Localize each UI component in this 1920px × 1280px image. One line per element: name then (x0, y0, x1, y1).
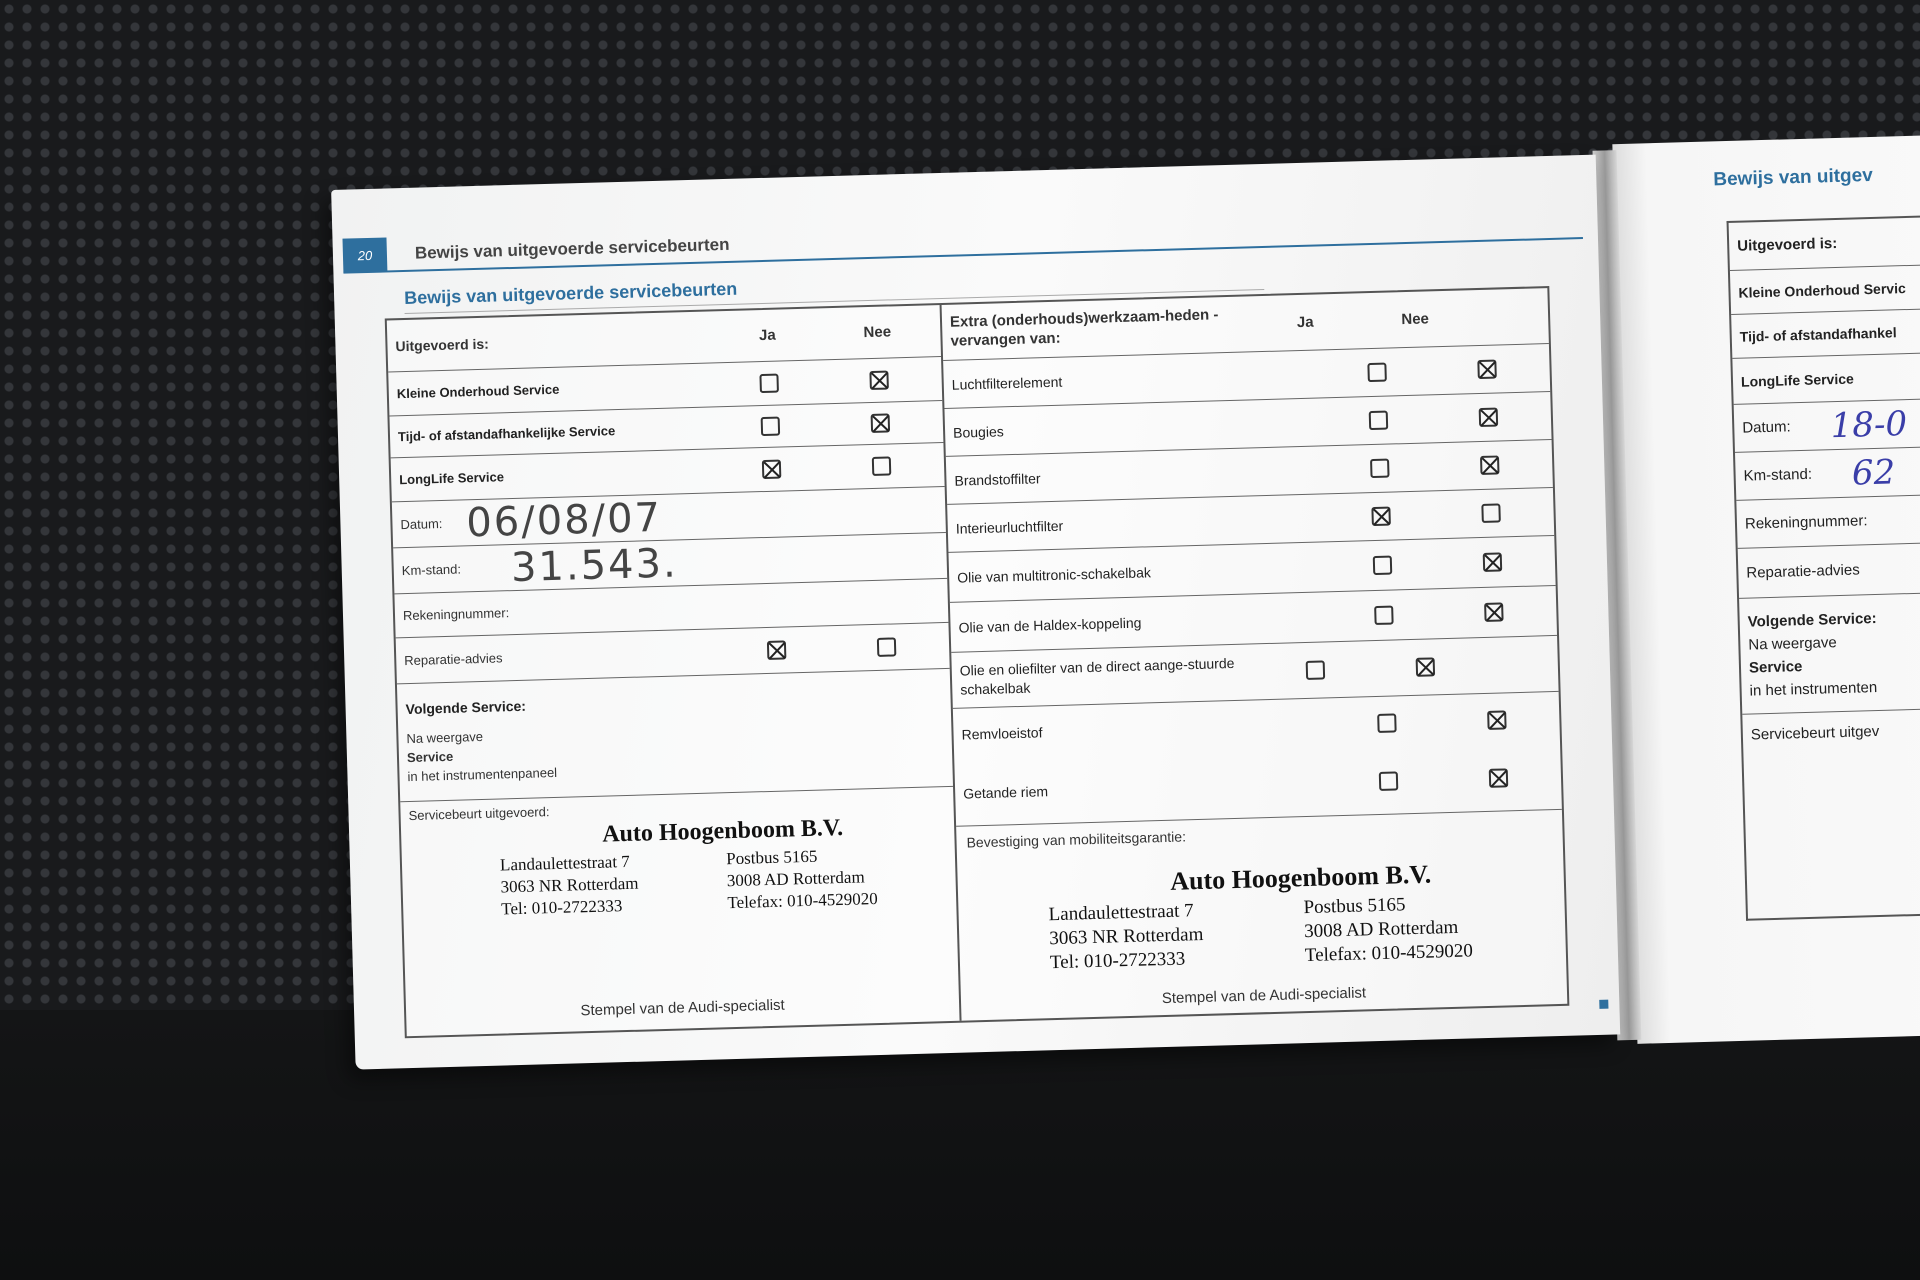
extra-item-label: Luchtfilterelement (951, 373, 1063, 393)
page-end-marker (1599, 1000, 1608, 1009)
dealer-stamp-2 (1047, 856, 1556, 974)
item-label: LongLife Service (399, 469, 505, 488)
ja-checkbox-checked[interactable] (761, 460, 781, 480)
running-header (343, 205, 1583, 274)
datum-handwritten: 06/08/07 (465, 494, 663, 546)
na-weergave: Na weergave (406, 728, 484, 747)
running-title: Bewijs van uitgevoerde servicebeurten (414, 234, 730, 263)
stempel-caption: Stempel van de Audi-specialist (580, 996, 785, 1020)
instrumentenpaneel: in het instrumentenpaneel (407, 764, 558, 785)
ja-checkbox[interactable] (1374, 606, 1394, 626)
ja-checkbox-checked[interactable] (1371, 507, 1391, 527)
service-form (385, 286, 1570, 1038)
right-page-form (1727, 212, 1920, 921)
rp-volgende-block (1739, 590, 1920, 715)
extra-item-label: Olie van multitronic-schakelbak (956, 563, 1152, 586)
mobiliteitsgarantie-label: Bevestiging van mobiliteitsgarantie: (966, 828, 1187, 851)
volgende-label: Volgende Service: (405, 697, 527, 718)
rp-instrumenten: in het instrumenten (1749, 678, 1878, 700)
rp-uitgevoerd: Uitgevoerd is: (1729, 214, 1920, 271)
uitgevoerd-label: Uitgevoerd is: (395, 335, 490, 354)
stamp-tel: Tel: 010-2722333 (1049, 948, 1186, 974)
nee-header: Nee (1401, 310, 1430, 329)
right-stamp-area (956, 810, 1567, 1021)
rekening-label: Rekeningnummer: (402, 605, 510, 624)
rp-km-row (1735, 444, 1920, 501)
extra-item-label: Olie van de Haldex-koppeling (958, 614, 1142, 636)
rp-datum-label: Datum: (1742, 418, 1791, 437)
right-page (1612, 132, 1920, 1043)
ja-header: Ja (758, 326, 776, 345)
ja-header: Ja (1296, 313, 1314, 332)
stamp-address (500, 843, 949, 919)
extra-item-label: Remvloeistof (961, 724, 1043, 743)
ja-checkbox[interactable] (1372, 556, 1392, 576)
stamp-street: Landaulettestraat 7 (1048, 900, 1194, 926)
form-left-column (387, 305, 962, 1036)
volgende-service-block (397, 669, 953, 802)
extra-item-label: Bougies (952, 422, 1004, 441)
nee-checkbox-checked[interactable] (1488, 768, 1508, 788)
stamp-postbus: Postbus 5165 (1303, 894, 1406, 919)
nee-checkbox-checked[interactable] (1477, 360, 1497, 380)
nee-checkbox-checked[interactable] (869, 371, 889, 391)
stamp-postbus: Postbus 5165 (725, 846, 818, 869)
rp-datum-row (1734, 396, 1920, 453)
item-label: Tijd- of afstandafhankelijke Service (397, 423, 616, 445)
nee-checkbox-checked[interactable] (1415, 657, 1435, 677)
right-page-title: Bewijs van uitgev (1713, 164, 1874, 191)
stamp-street: Landaulettestraat 7 (499, 851, 631, 875)
rp-km-label: Km-stand: (1743, 465, 1813, 485)
ja-checkbox[interactable] (1305, 660, 1325, 680)
nee-checkbox-checked[interactable] (1484, 602, 1504, 622)
nee-checkbox-checked[interactable] (1482, 552, 1502, 572)
rp-datum-value: 18-0 (1830, 403, 1908, 446)
reparatie-ja-checkbox-checked[interactable] (766, 640, 786, 660)
stamp-address (1048, 890, 1556, 974)
extra-item-label: Getande riem (962, 782, 1049, 802)
left-page (331, 155, 1620, 1070)
ja-checkbox[interactable] (759, 374, 779, 394)
extra-item-label: Olie en oliefilter van de direct aange-stuurde schakelbak (959, 655, 1235, 698)
extra-werkzaamheden-label: Extra (onderhouds)werkzaam-heden - vervangen van: (949, 306, 1219, 350)
rp-rekening: Rekeningnummer: (1736, 492, 1920, 549)
stamp-city: 3063 NR Rotterdam (1049, 923, 1204, 950)
nee-checkbox-checked[interactable] (870, 413, 890, 433)
km-handwritten: 31.543. (510, 539, 679, 591)
datum-label: Datum: (400, 516, 443, 533)
left-stamp-area (400, 787, 959, 1036)
stamp-fax: Telefax: 010-4529020 (727, 889, 879, 913)
rp-servicebeurt: Servicebeurt uitgev (1750, 722, 1880, 744)
section-title: Bewijs van uitgevoerde servicebeurten (404, 264, 1264, 314)
nee-checkbox-checked[interactable] (1487, 710, 1507, 730)
ja-checkbox[interactable] (1377, 713, 1397, 733)
nee-checkbox-checked[interactable] (1479, 455, 1499, 475)
stamp-fax: Telefax: 010-4529020 (1304, 940, 1474, 967)
stamp-postbus-city: 3008 AD Rotterdam (1303, 916, 1459, 943)
rp-reparatie: Reparatie-advies (1738, 540, 1920, 599)
nee-checkbox[interactable] (871, 456, 891, 476)
page-number: 20 (342, 237, 387, 272)
stamp-company: Auto Hoogenboom B.V. (1169, 859, 1432, 896)
ja-checkbox[interactable] (760, 417, 780, 437)
rp-kleine: Kleine Onderhoud Servic (1730, 262, 1920, 315)
rp-longlife: LongLife Service (1732, 350, 1920, 405)
item-label: Kleine Onderhoud Service (396, 381, 560, 402)
service-booklet (330, 105, 1920, 1129)
service-label: Service (406, 748, 454, 766)
reparatie-nee-checkbox[interactable] (876, 637, 896, 657)
reparatie-label: Reparatie-advies (404, 650, 503, 669)
nee-checkbox-checked[interactable] (1478, 408, 1498, 428)
form-right-column (942, 288, 1568, 1021)
rp-tijd: Tijd- of afstandafhankel (1731, 306, 1920, 359)
stamp-tel: Tel: 010-2722333 (500, 896, 623, 919)
dealer-stamp (499, 812, 948, 919)
ja-checkbox[interactable] (1368, 411, 1388, 431)
stempel-caption: Stempel van de Audi-specialist (1161, 984, 1367, 1008)
ja-checkbox[interactable] (1370, 459, 1390, 479)
extra-item-label: Interieurluchtfilter (955, 517, 1064, 537)
ja-checkbox[interactable] (1378, 771, 1398, 791)
rp-service: Service (1748, 657, 1803, 677)
rp-km-value: 62 (1851, 451, 1896, 494)
nee-header: Nee (863, 323, 892, 342)
km-label: Km-stand: (401, 561, 462, 579)
stamp-city: 3063 NR Rotterdam (500, 873, 639, 897)
servicebeurt-uitgevoerd-label: Servicebeurt uitgevoerd: (408, 804, 550, 824)
stamp-postbus-city: 3008 AD Rotterdam (726, 867, 865, 891)
rp-volgende: Volgende Service: (1747, 609, 1877, 631)
extra-item-label: Brandstoffilter (954, 469, 1041, 489)
stamp-company: Auto Hoogenboom B.V. (601, 814, 844, 848)
ja-checkbox[interactable] (1367, 363, 1387, 383)
nee-checkbox[interactable] (1481, 503, 1501, 523)
rp-na-weergave: Na weergave (1748, 633, 1837, 654)
